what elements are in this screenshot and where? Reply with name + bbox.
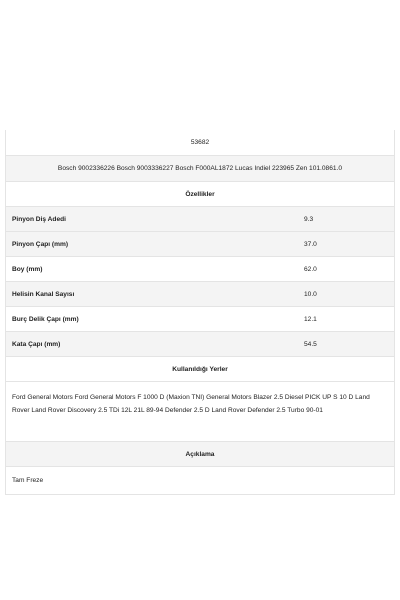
description-heading — [6, 442, 394, 467]
spec-row — [6, 282, 394, 307]
usage-title: Kullanıldığı Yerler — [172, 366, 228, 373]
spec-label: Helisin Kanal Sayısı — [12, 290, 75, 298]
description-title: Açıklama — [185, 451, 215, 458]
spec-row — [6, 207, 394, 232]
spec-row — [6, 307, 394, 332]
spec-value: 37.0 — [304, 240, 317, 248]
spec-row — [6, 332, 394, 357]
usage-text-row — [6, 382, 394, 442]
spec-value: 10.0 — [304, 290, 317, 298]
spec-value: 12.1 — [304, 315, 317, 323]
spec-label: Boy (mm) — [12, 265, 43, 273]
product-code: 53682 — [190, 139, 210, 146]
spec-value: 62.0 — [304, 265, 317, 273]
reference-numbers-row — [6, 156, 394, 182]
description-text-row — [6, 467, 394, 495]
spec-label: Kata Çapı (mm) — [12, 340, 61, 348]
spec-label: Pinyon Çapı (mm) — [12, 240, 69, 248]
spec-value: 54.5 — [304, 340, 317, 348]
product-code-row — [6, 130, 394, 156]
features-heading — [6, 182, 394, 207]
usage-heading — [6, 357, 394, 382]
spec-label: Pinyon Diş Adedi — [12, 215, 66, 223]
usage-text: Ford General Motors Ford General Motors F 1000 D (Maxion TNI) General Motors Blazer 2.5 Diesel PICK UP S 10 D Land Rover Land Rover Discovery 2.5 TDi 12L 21L 89-94 Defender 2.5 D Land Rover Defender 2.5 Turbo 90-01 — [12, 394, 370, 414]
spec-value: 9.3 — [304, 215, 314, 223]
spec-label: Burç Delik Çapı (mm) — [12, 315, 79, 323]
spec-row — [6, 232, 394, 257]
reference-numbers: Bosch 9002336226 Bosch 9003336227 Bosch F000AL1872 Lucas Indiel 223965 Zen 101.0861.0 — [57, 165, 343, 172]
features-title: Özellikler — [185, 191, 215, 198]
spec-row — [6, 257, 394, 282]
product-spec-table — [5, 130, 395, 495]
description-text: Tam Freze — [12, 477, 44, 484]
